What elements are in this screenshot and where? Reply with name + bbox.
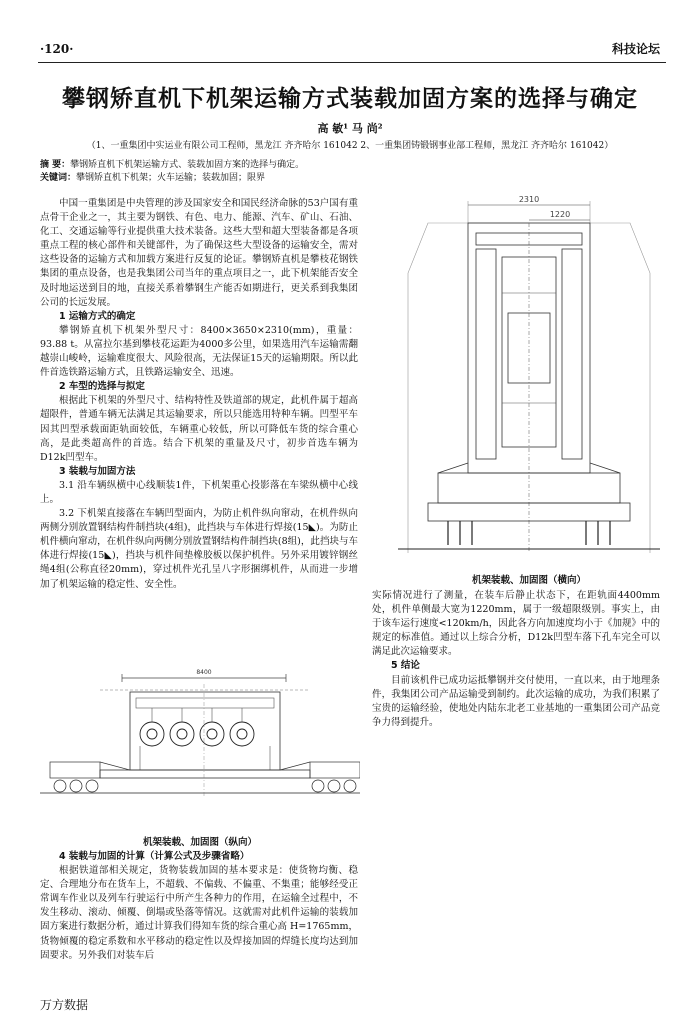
continuation-text: 实际情况进行了测量，在装车后静止状态下，在距轨面4400mm处，机件单侧最大宽为1220mm，属于一级超限级别。事实上，由于该车运行速度<120km/h，因此各方向加速度均小于《加规》中的规定的标准值。通过以上综合分析，D12k凹型车落下孔车完全可以满足此次运输要求。 bbox=[372, 590, 660, 658]
authors: 高 敏¹ 马 尚² bbox=[317, 122, 383, 135]
section-5-text: 目前该机件已成功运抵攀钢并交付使用，一直以来，由于地理条件，我集团公司产品运输受到制约。此次运输的成功，为我们积累了宝贵的运输经验，使地处内陆东北老工业基地的一重集团公司产品竞争力得到提升。 bbox=[372, 674, 660, 728]
figure-transverse bbox=[398, 193, 660, 568]
left-column-bottom bbox=[40, 850, 358, 963]
page-number: ·120· bbox=[40, 42, 74, 56]
section-2-text: 根据此下机架的外型尺寸、结构特性及铁道部的规定，此机件属于超高超限件，普通车辆无法满足其运输要求，所以只能选用特种车辆。凹型平车因其凹型承载面距轨面较低，车辆重心较低，所以可降低车货的综合重心高，是此类超高件的首选。结合下机架的重量及尺寸，初步首选车辆为D12k凹型车。 bbox=[40, 395, 358, 463]
keywords-label: 关键词： bbox=[40, 173, 77, 183]
abstract-text: 攀钢矫直机下机架运输方式、装载加固方案的选择与确定。 bbox=[70, 160, 305, 170]
figure-longitudinal bbox=[40, 658, 360, 818]
section-4-text: 根据铁道部相关规定，货物装载加固的基本要求是：使货物均衡、稳定、合理地分布在货车上，不超载、不偏载、不偏重、不集重；能够经受正常调车作业以及列车行驶运行中所产生各种力的作用，在运输全过程中，不发生移动、滚动、倾覆、倒塌或坠落等情况。这就需对此机件运输的装载加固方案进行数据分析，通过计算我们得知车货的综合重心高 H=1765mm，货物倾覆的稳定系数和水平移动的稳定性以及焊接加固的焊缝长度均达到加固要求。另外我们对装车后 bbox=[40, 865, 358, 961]
keywords-line bbox=[40, 172, 360, 185]
keywords-text: 攀钢矫直机下机架；火车运输；装载加固；限界 bbox=[76, 173, 266, 183]
article-title: 攀钢矫直机下机架运输方式装载加固方案的选择与确定 bbox=[62, 85, 638, 112]
fig1-dimension: 8400 bbox=[196, 669, 212, 676]
abstract-label: 摘 要： bbox=[40, 160, 71, 170]
intro-paragraph: 中国一重集团是中央管理的涉及国家安全和国民经济命脉的53户国有重点骨干企业之一，其主要为钢铁、有色、电力、能源、汽车、矿山、石油、化工、交通运输等行业提供重大技术装备。这些大型和超大型装备都是各项重点工程的核心部件和关键部件，为了确保这些大型设备的运输安全，需对这些设备的运输方式和加载方案进行反复的论证。攀钢矫直机是攀枝花钢铁集团的重点设备，也是我集团公司当年的重点项目之一，此下机架能否安全及时地运送到目的地，直接关系着攀钢生产能否如期进行，更关系到我集团公司的长远发展。 bbox=[40, 198, 358, 308]
section-label: 科技论坛 bbox=[611, 42, 660, 56]
fig2-dimension-outer: 2310 bbox=[518, 195, 540, 204]
section-3-2-text: 3.2 下机架直接落在车辆凹型面内，为防止机件纵向窜动，在机件纵向两侧分别放置钢结构件制挡块(4组)，此挡块与车体进行焊接(15◣)。为防止机件横向窜动，在机件纵向两侧分别放置钢结构件制挡块(8组)，此挡块与车体进行焊接(15◣)，挡块与机件间垫橡胶板以保护机件。另外采用镀锌钢丝绳4组(公称直径20mm)，穿过机件光孔呈八字形捆绑机件，从而进一步增加了机架运输的稳定性、安全性。 bbox=[40, 508, 358, 590]
right-column-text bbox=[372, 589, 660, 730]
section-3-title: 3 装载与加固方法 bbox=[59, 465, 136, 477]
figure-2-caption: 机架装载、加固图（横向） bbox=[471, 575, 586, 586]
abstract-block bbox=[40, 159, 360, 185]
affiliation: （1、一重集团中实运业有限公司工程师，黑龙江 齐齐哈尔 161042 2、一重集团铸锻钢事业部工程师，黑龙江 齐齐哈尔 161042） bbox=[86, 141, 614, 151]
footer-watermark: 万方数据 bbox=[40, 998, 89, 1012]
section-2-title: 2 车型的选择与拟定 bbox=[59, 381, 145, 393]
section-1-text: 攀钢矫直机下机架外型尺寸：8400×3650×2310(mm)，重量：93.88 t。从富拉尔基到攀枝花运距为4000多公里，如果选用汽车运输需翻越崇山峻岭，运输难度很大、风险很高，无法保证15天的运输期限。所以此件首选铁路运输方式，且铁路运输安全、迅速。 bbox=[40, 324, 358, 379]
figure-1-caption: 机架装载、加固图（纵向） bbox=[142, 837, 257, 848]
section-3-1-text: 3.1 沿车辆纵横中心线顺装1件，下机架重心投影落在车梁纵横中心线上。 bbox=[40, 479, 358, 505]
header-rule bbox=[38, 62, 666, 63]
abstract-line bbox=[40, 159, 360, 172]
fig2-dimension-inner: 1220 bbox=[549, 210, 571, 219]
section-1-title: 1 运输方式的确定 bbox=[59, 310, 136, 322]
section-4-title: 4 装载与加固的计算（计算公式及步骤省略） bbox=[59, 851, 250, 862]
section-5-title: 5 结论 bbox=[391, 660, 420, 672]
left-column-top bbox=[40, 197, 358, 592]
